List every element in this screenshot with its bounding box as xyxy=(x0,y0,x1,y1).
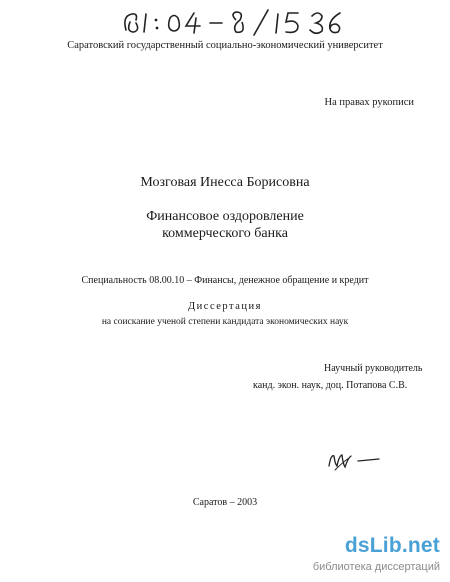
place-and-year: Саратов – 2003 xyxy=(192,497,258,508)
title-line-1: Финансовое оздоровление xyxy=(146,209,304,224)
manuscript-rights-note: На правах рукописи xyxy=(324,97,414,108)
supervisor-name: канд. экон. наук, доц. Потапова С.В. xyxy=(253,380,408,391)
university-name: Саратовский государственный социально-экономический университет xyxy=(67,40,383,51)
specialty-line: Специальность 08.00.10 – Финансы, денежное обращение и кредит xyxy=(81,275,369,286)
handwritten-signature xyxy=(325,446,383,474)
watermark-tagline: библиотека диссертаций xyxy=(312,561,440,573)
dissertation-label: Диссертация xyxy=(188,301,262,312)
watermark-brand: dsLib.net xyxy=(344,534,440,557)
dslib-watermark xyxy=(292,532,450,582)
author-name: Мозговая Инесса Борисовна xyxy=(140,175,310,190)
title-line-2: коммерческого банка xyxy=(162,226,288,241)
dissertation-title xyxy=(0,208,450,242)
handwritten-archive-stamp xyxy=(118,8,348,38)
supervisor-role: Научный руководитель xyxy=(324,363,423,374)
dissertation-purpose: на соискание ученой степени кандидата экономических наук xyxy=(101,317,349,327)
